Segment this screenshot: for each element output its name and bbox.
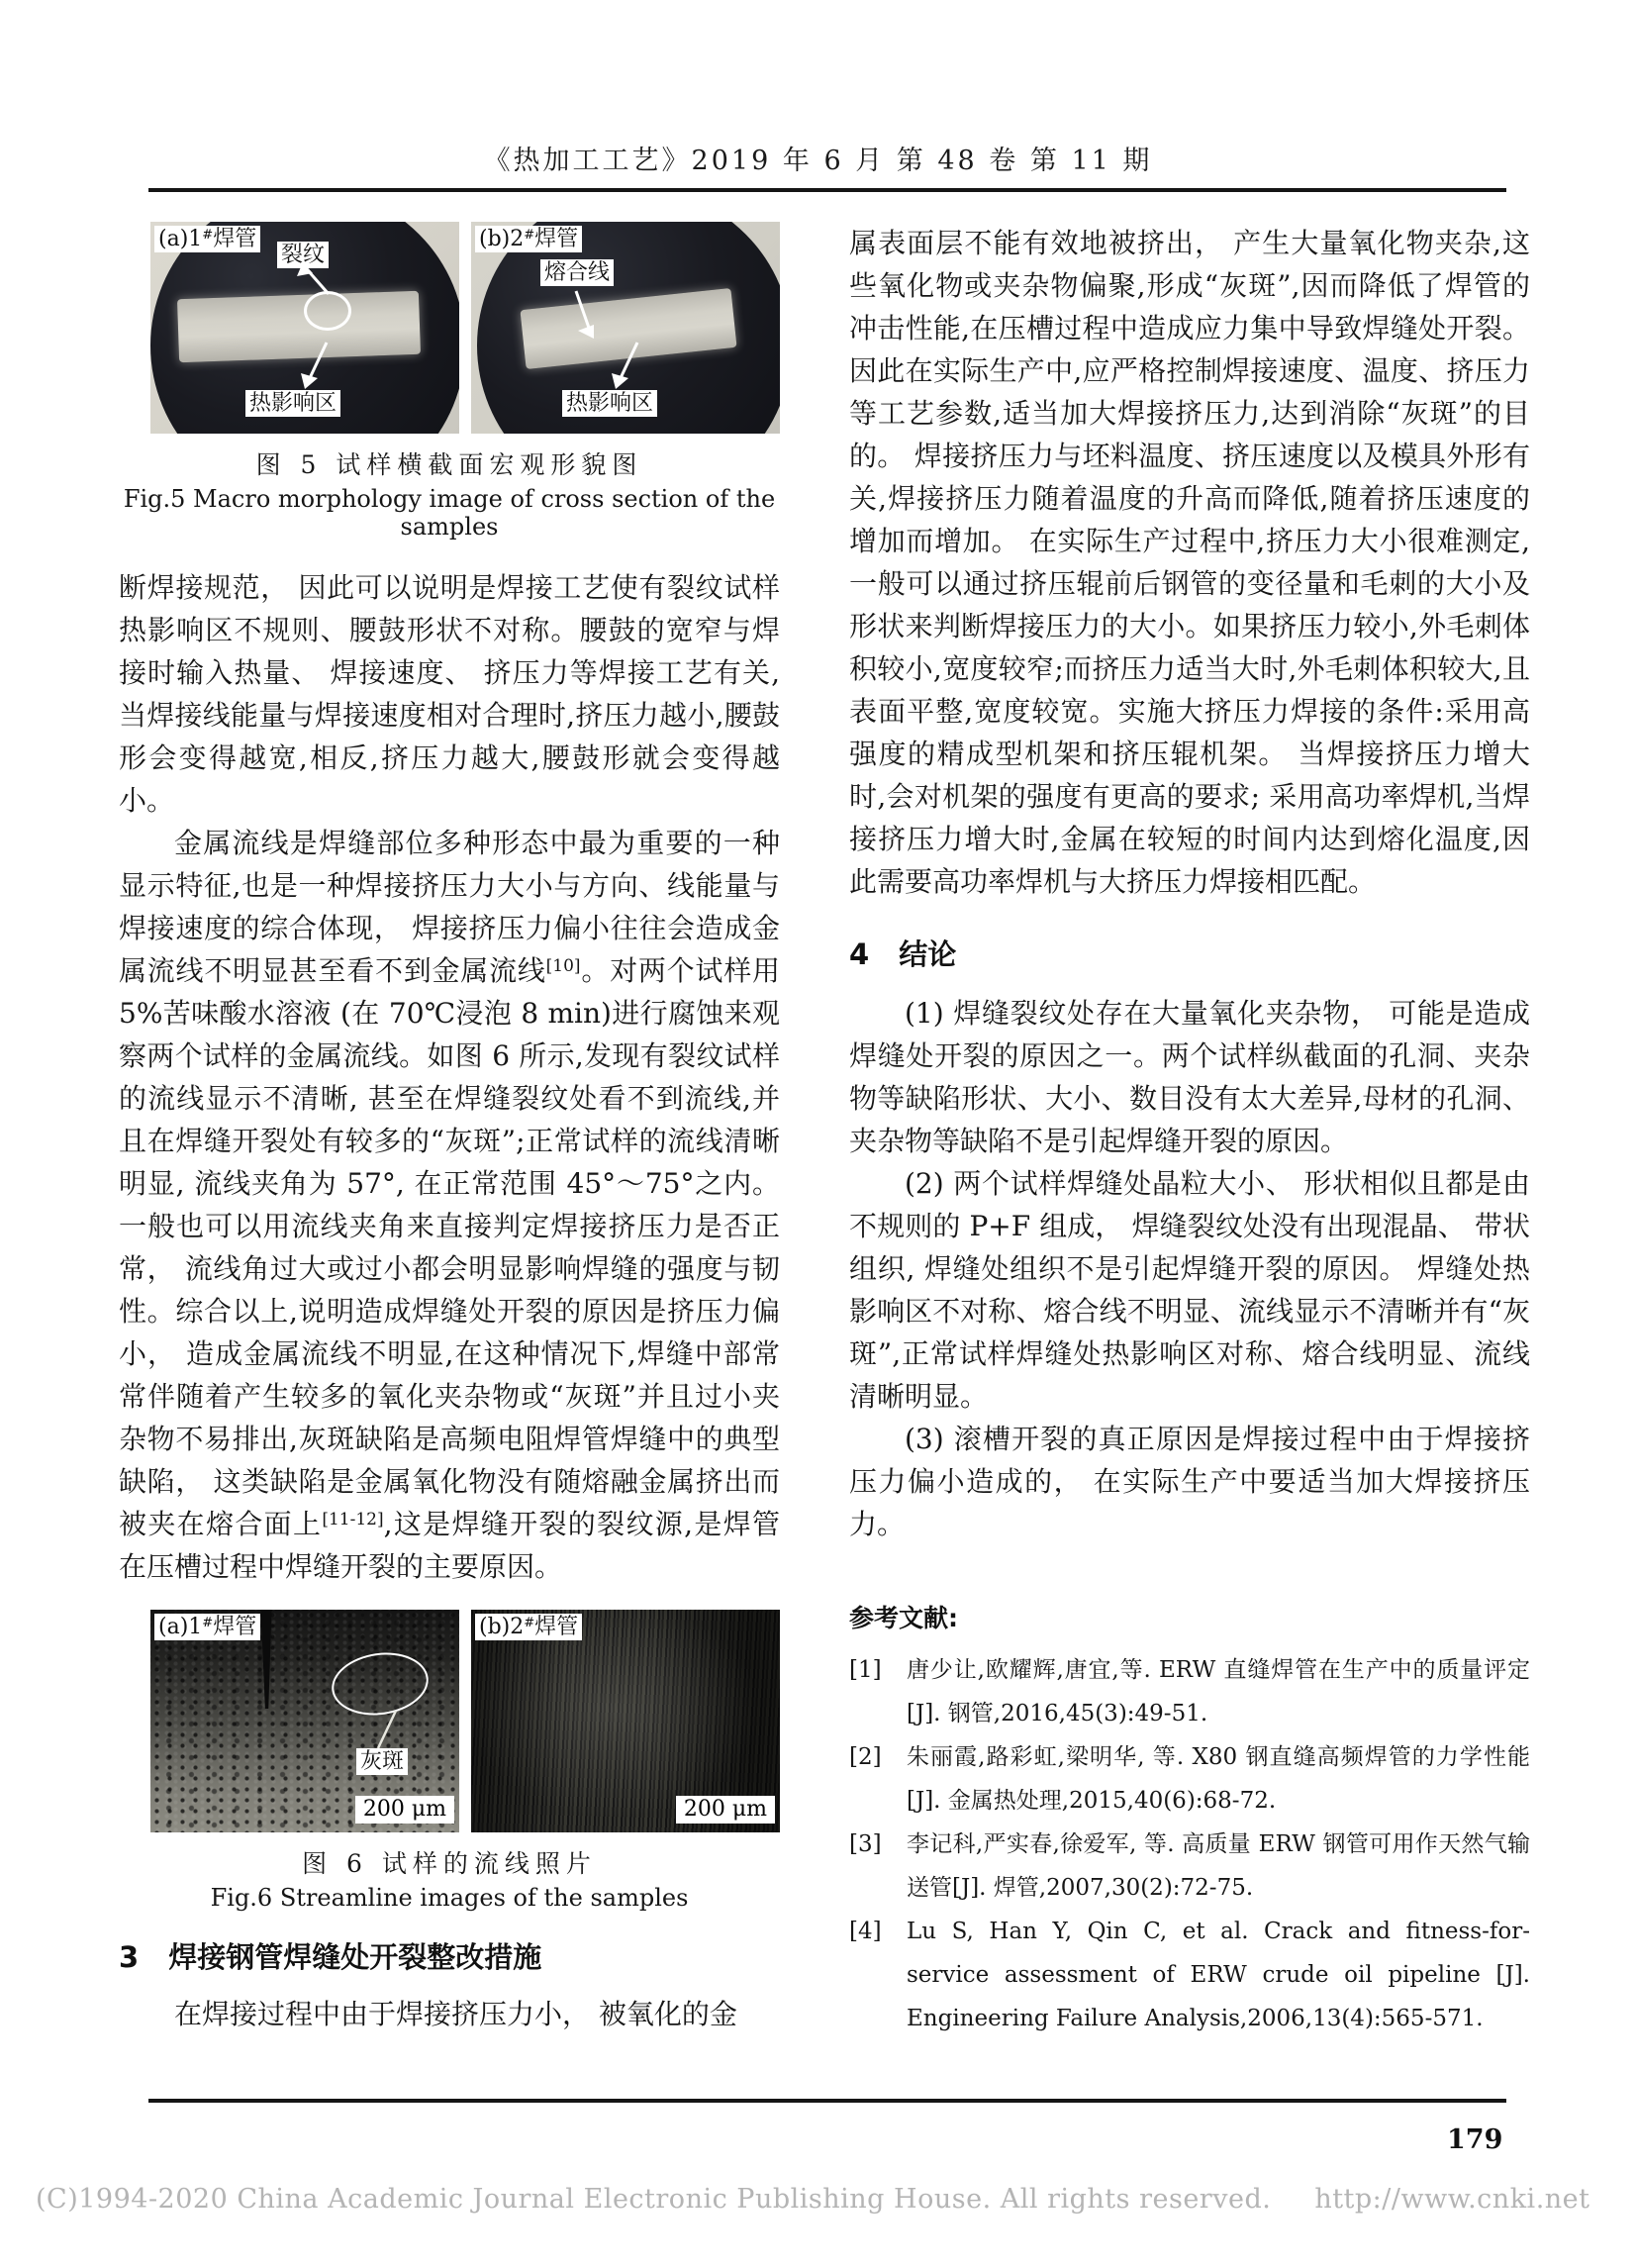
- figure6: [150, 1610, 780, 1832]
- hash-superscript: #: [524, 1616, 535, 1630]
- annotation-arrow-down-icon: [608, 339, 647, 392]
- annotation-arrow-down-icon: [297, 339, 337, 392]
- section-title: 焊接钢管焊缝处开裂整改措施: [168, 1940, 542, 1974]
- fusion-line-annotation-label: 熔合线: [540, 259, 614, 286]
- left-paragraph-2: [119, 822, 780, 1588]
- reference-text: 朱丽霞,路彩虹,梁明华, 等. X80 钢直缝高频焊管的力学性能[J]. 金属热处理,2015,40(6):68-72.: [907, 1744, 1530, 1814]
- label-text: (b)2: [479, 227, 525, 251]
- label-text: 焊管: [534, 227, 579, 251]
- right-paragraph-1: 属表面层不能有效地被挤出， 产生大量氧化物夹杂,这些氧化物或夹杂物偏聚,形成“灰斑”,因而降低了焊管的冲击性能,在压槽过程中造成应力集中导致焊缝处开裂。因此在实际生产中,应严格控制焊接速度、温度、挤压力等工艺参数,适当加大焊接挤压力,达到消除“灰斑”的目的。 焊接挤压力与坯料温度、挤压速度以及模具外形有关,焊接挤压力随着温度的升高而降低,随着挤压速度的增加而增加。 在实际生产过程中,挤压力大小很难测定,一般可以通过挤压辊前后钢管的变径量和毛刺的大小及形状来判断焊接压力的大小。如果挤压力较小,外毛刺体积较小,宽度较窄;而挤压力适当大时,外毛刺体积较大,且表面平整,宽度较宽。实施大挤压力焊接的条件:采用高强度的精成型机架和挤压辊机架。 当焊接挤压力增大时,会对机架的强度有更高的要求; 采用高功率焊机,当焊接挤压力增大时,金属在较短的时间内达到熔化温度,因此需要高功率焊机与大挤压力焊接相匹配。: [849, 227, 1530, 898]
- figure6-panel-b-micrograph: [471, 1610, 780, 1832]
- references-heading: 参考文献:: [849, 1604, 958, 1632]
- scale-label: 200 μm: [362, 1797, 446, 1822]
- annotation-leader-line: [370, 1709, 402, 1752]
- reference-text: 唐少让,欧耀辉,唐宜,等. ERW 直缝焊管在生产中的质量评定[J]. 钢管,2016,45(3):49-51.: [907, 1657, 1530, 1726]
- conclusion-item-3: (3) 滚槽开裂的真正原因是焊接过程中由于焊接挤压力偏小造成的， 在实际生产中要适当加大焊接挤压力。: [849, 1423, 1530, 1540]
- label-text: 焊管: [213, 227, 257, 251]
- copyright-text: (C)1994-2020 China Academic Journal Electronic Publishing House. All rights reserved.: [36, 2184, 1272, 2215]
- haz-annotation-label: 热影响区: [562, 390, 657, 417]
- figure6-panel-a-micrograph: [150, 1610, 459, 1832]
- section-title: 结论: [899, 937, 957, 971]
- grayspot-annotation-label: 灰斑: [356, 1748, 408, 1775]
- scale-bar: [676, 1796, 775, 1824]
- crack-annotation-label: 裂纹: [277, 242, 329, 268]
- figure6-panel-a-label: [154, 1614, 260, 1640]
- reference-number: [4]: [849, 1919, 882, 1944]
- paragraph-text: 。对两个试样用 5%苦味酸水溶液 (在 70℃浸泡 8 min)进行腐蚀来观察两个试样的金属流线。如图 6 所示,发现有裂纹试样的流线显示不清晰, 甚至在焊缝裂纹处看不到流线,并且在焊缝开裂处有较多的“灰斑”;正常试样的流线清晰明显, 流线夹角为 57°, 在正常范围 45°～75°之内。 一般也可以用流线夹角来直接判定焊接挤压力是否正常， 流线角过大或过小都会明显影响焊缝的强度与韧性。综合以上,说明造成焊缝处开裂的原因是挤压力偏小， 造成金属流线不明显,在这种情况下,焊缝中部常常伴随着产生较多的氧化夹杂物或“灰斑”并且过小夹杂物不易排出,灰斑缺陷是高频电阻焊管焊缝中的典型缺陷， 这类缺陷是金属氧化物没有随熔融金属挤出而被夹在熔合面上: [119, 954, 780, 1540]
- header-rule: [148, 188, 1506, 192]
- citation-superscript: [10]: [545, 956, 581, 976]
- reference-item: [849, 1735, 1530, 1823]
- reference-text: 李记科,严实春,徐爱军, 等. 高质量 ERW 钢管可用作天然气输送管[J]. 焊管,2007,30(2):72-75.: [907, 1831, 1530, 1901]
- citation-superscript: [11-12]: [322, 1510, 384, 1529]
- left-column: [119, 222, 780, 2035]
- conclusion-item-1: (1) 焊缝裂纹处存在大量氧化夹杂物， 可能是造成焊缝处开裂的原因之一。两个试样纵截面的孔洞、夹杂物等缺陷形状、大小、数目没有太大差异,母材的孔洞、夹杂物等缺陷不是引起焊缝开裂的原因。: [849, 997, 1530, 1157]
- reference-item: [849, 1648, 1530, 1735]
- crack-circle-annotation: [304, 291, 351, 331]
- section3-heading: [119, 1937, 780, 1977]
- figure6-caption-zh: 图 6 试样的流线照片: [302, 1849, 597, 1878]
- footer-rule: [148, 2099, 1506, 2103]
- scale-label: 200 μm: [683, 1797, 767, 1822]
- label-text: 焊管: [213, 1615, 257, 1639]
- reference-number: [2]: [849, 1744, 882, 1770]
- left-paragraph-1: 断焊接规范， 因此可以说明是焊接工艺使有裂纹试样热影响区不规则、腰鼓形状不对称。腰鼓的宽窄与焊接时输入热量、 焊接速度、 挤压力等焊接工艺有关,当焊接线能量与焊接速度相对合理时,挤压力越小,腰鼓形会变得越宽,相反,挤压力越大,腰鼓形就会变得越小。: [119, 571, 780, 817]
- reference-text: Lu S, Han Y, Qin C, et al. Crack and fitness-for-service assessment of ERW crude oil pipeline [J]. Engineering Failure Analysis,2006,13(4):565-571.: [907, 1919, 1530, 2031]
- reference-number: [3]: [849, 1831, 882, 1857]
- reference-item: [849, 1910, 1530, 2040]
- figure5-panel-a-photo: [150, 222, 459, 434]
- page-number: 179: [1447, 2124, 1503, 2155]
- hash-superscript: #: [524, 228, 535, 243]
- copyright-watermark: [36, 2184, 1590, 2215]
- section3-paragraph: 在焊接过程中由于焊接挤压力小， 被氧化的金: [174, 1998, 737, 2030]
- figure5: [150, 222, 780, 434]
- section-number: 3: [119, 1940, 140, 1974]
- reference-number: [1]: [849, 1657, 882, 1683]
- hash-superscript: #: [202, 228, 214, 243]
- figure5-panel-b-photo: [471, 222, 780, 434]
- paragraph-text: ,这是焊缝开裂的裂纹源,是焊管在压槽过程中焊缝开裂的主要原因。: [119, 1508, 780, 1583]
- figure5-panel-b-label: [475, 226, 582, 252]
- cnki-url: http://www.cnki.net: [1314, 2184, 1590, 2215]
- annotation-arrow-down-icon: [566, 287, 606, 343]
- reference-item: [849, 1823, 1530, 1910]
- figure5-caption-en: Fig.5 Macro morphology image of cross section of the samples: [123, 485, 776, 541]
- label-text: 焊管: [534, 1615, 579, 1639]
- journal-header: 《热加工工艺》2019 年 6 月 第 48 卷 第 11 期: [483, 146, 1153, 176]
- scale-bar: [355, 1796, 454, 1824]
- figure6-caption-en: Fig.6 Streamline images of the samples: [210, 1884, 689, 1912]
- label-text: (a)1: [158, 1615, 203, 1639]
- conclusion-item-2: (2) 两个试样焊缝处晶粒大小、 形状相似且都是由不规则的 P+F 组成， 焊缝裂纹处没有出现混晶、 带状组织, 焊缝处组织不是引起焊缝开裂的原因。 焊缝处热影响区不对称、熔合线不明显、流线显示不清晰并有“灰斑”,正常试样焊缝处热影响区对称、熔合线明显、流线清晰明显。: [849, 1167, 1530, 1413]
- label-text: (a)1: [158, 227, 203, 251]
- section-number: 4: [849, 937, 870, 971]
- label-text: (b)2: [479, 1615, 525, 1639]
- section4-heading: [849, 935, 1530, 974]
- hash-superscript: #: [202, 1616, 214, 1630]
- figure5-panel-a-label: [154, 226, 260, 252]
- figure5-caption-zh: 图 5 试样横截面宏观形貌图: [255, 450, 643, 479]
- figure6-panel-b-label: [475, 1614, 582, 1640]
- haz-annotation-label: 热影响区: [245, 390, 340, 417]
- right-column: [849, 222, 1530, 2040]
- paragraph-text: 金属流线是焊缝部位多种形态中最为重要的一种显示特征,也是一种焊接挤压力大小与方向、线能量与焊接速度的综合体现， 焊接挤压力偏小往往会造成金属流线不明显甚至看不到金属流线: [119, 827, 780, 987]
